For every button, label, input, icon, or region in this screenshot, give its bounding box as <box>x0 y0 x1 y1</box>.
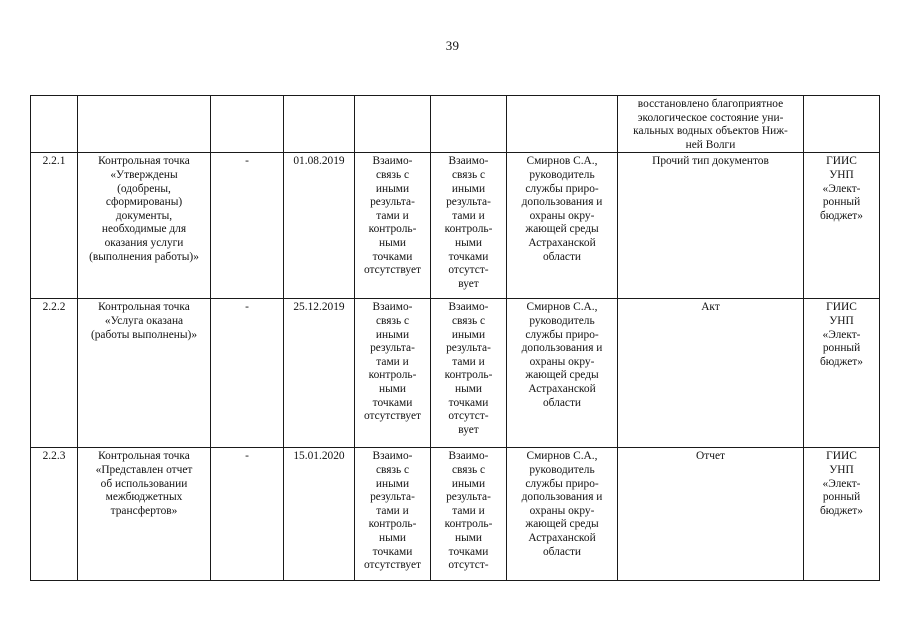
cell-document: Акт <box>618 299 804 448</box>
cell-start: - <box>211 299 284 448</box>
cell-system: ГИИС УНП «Элект- ронный бюджет» <box>804 448 880 581</box>
cell-responsible: Смирнов С.А., руководитель службы приро- допользования и охраны окру- жающей среды Астраханской области <box>507 448 618 581</box>
cell-empty <box>355 96 431 153</box>
cell-system: ГИИС УНП «Элект- ронный бюджет» <box>804 299 880 448</box>
cell-name: Контрольная точка «Услуга оказана (работы выполнены)» <box>78 299 211 448</box>
cell-link-1: Взаимо- связь с иными результа- тами и контроль- ными точками отсутствует <box>355 299 431 448</box>
cell-number: 2.2.3 <box>31 448 78 581</box>
table-row <box>31 448 880 581</box>
continuation-row <box>31 96 880 153</box>
cell-link-2: Взаимо- связь с иными результа- тами и контроль- ными точками отсутст- <box>431 448 507 581</box>
page-number: 39 <box>445 38 460 53</box>
cell-link-1: Взаимо- связь с иными результа- тами и контроль- ными точками отсутствует <box>355 448 431 581</box>
table-row <box>31 299 880 448</box>
cell-empty <box>211 96 284 153</box>
table-row <box>31 153 880 299</box>
cell-number: 2.2.2 <box>31 299 78 448</box>
cell-link-1: Взаимо- связь с иными результа- тами и контроль- ными точками отсутствует <box>355 153 431 299</box>
cell-system: ГИИС УНП «Элект- ронный бюджет» <box>804 153 880 299</box>
cell-start: - <box>211 448 284 581</box>
cell-link-2: Взаимо- связь с иными результа- тами и контроль- ными точками отсутст- вует <box>431 299 507 448</box>
cell-document: Прочий тип документов <box>618 153 804 299</box>
cell-empty <box>431 96 507 153</box>
cell-name: Контрольная точка «Утверждены (одобрены, сформированы) документы, необходимые для оказания услуги (выполнения работы)» <box>78 153 211 299</box>
cell-end-date: 25.12.2019 <box>284 299 355 448</box>
cell-start: - <box>211 153 284 299</box>
cell-empty <box>31 96 78 153</box>
cell-empty <box>78 96 211 153</box>
cell-end-date: 01.08.2019 <box>284 153 355 299</box>
cell-responsible: Смирнов С.А., руководитель службы приро- допользования и охраны окру- жающей среды Астраханской области <box>507 153 618 299</box>
cell-result <box>618 96 804 153</box>
result-text: восстановлено благоприятное экологическое состояние уни- кальных водных объектов Ниж- ней Волги <box>633 98 788 151</box>
cell-link-2: Взаимо- связь с иными результа- тами и контроль- ными точками отсутст- вует <box>431 153 507 299</box>
cell-empty <box>804 96 880 153</box>
cell-empty <box>284 96 355 153</box>
control-points-table <box>30 95 880 581</box>
cell-end-date: 15.01.2020 <box>284 448 355 581</box>
cell-number: 2.2.1 <box>31 153 78 299</box>
cell-responsible: Смирнов С.А., руководитель службы приро- допользования и охраны окру- жающей среды Астраханской области <box>507 299 618 448</box>
cell-name: Контрольная точка «Представлен отчет об использовании межбюджетных трансфертов» <box>78 448 211 581</box>
cell-document: Отчет <box>618 448 804 581</box>
cell-empty <box>507 96 618 153</box>
